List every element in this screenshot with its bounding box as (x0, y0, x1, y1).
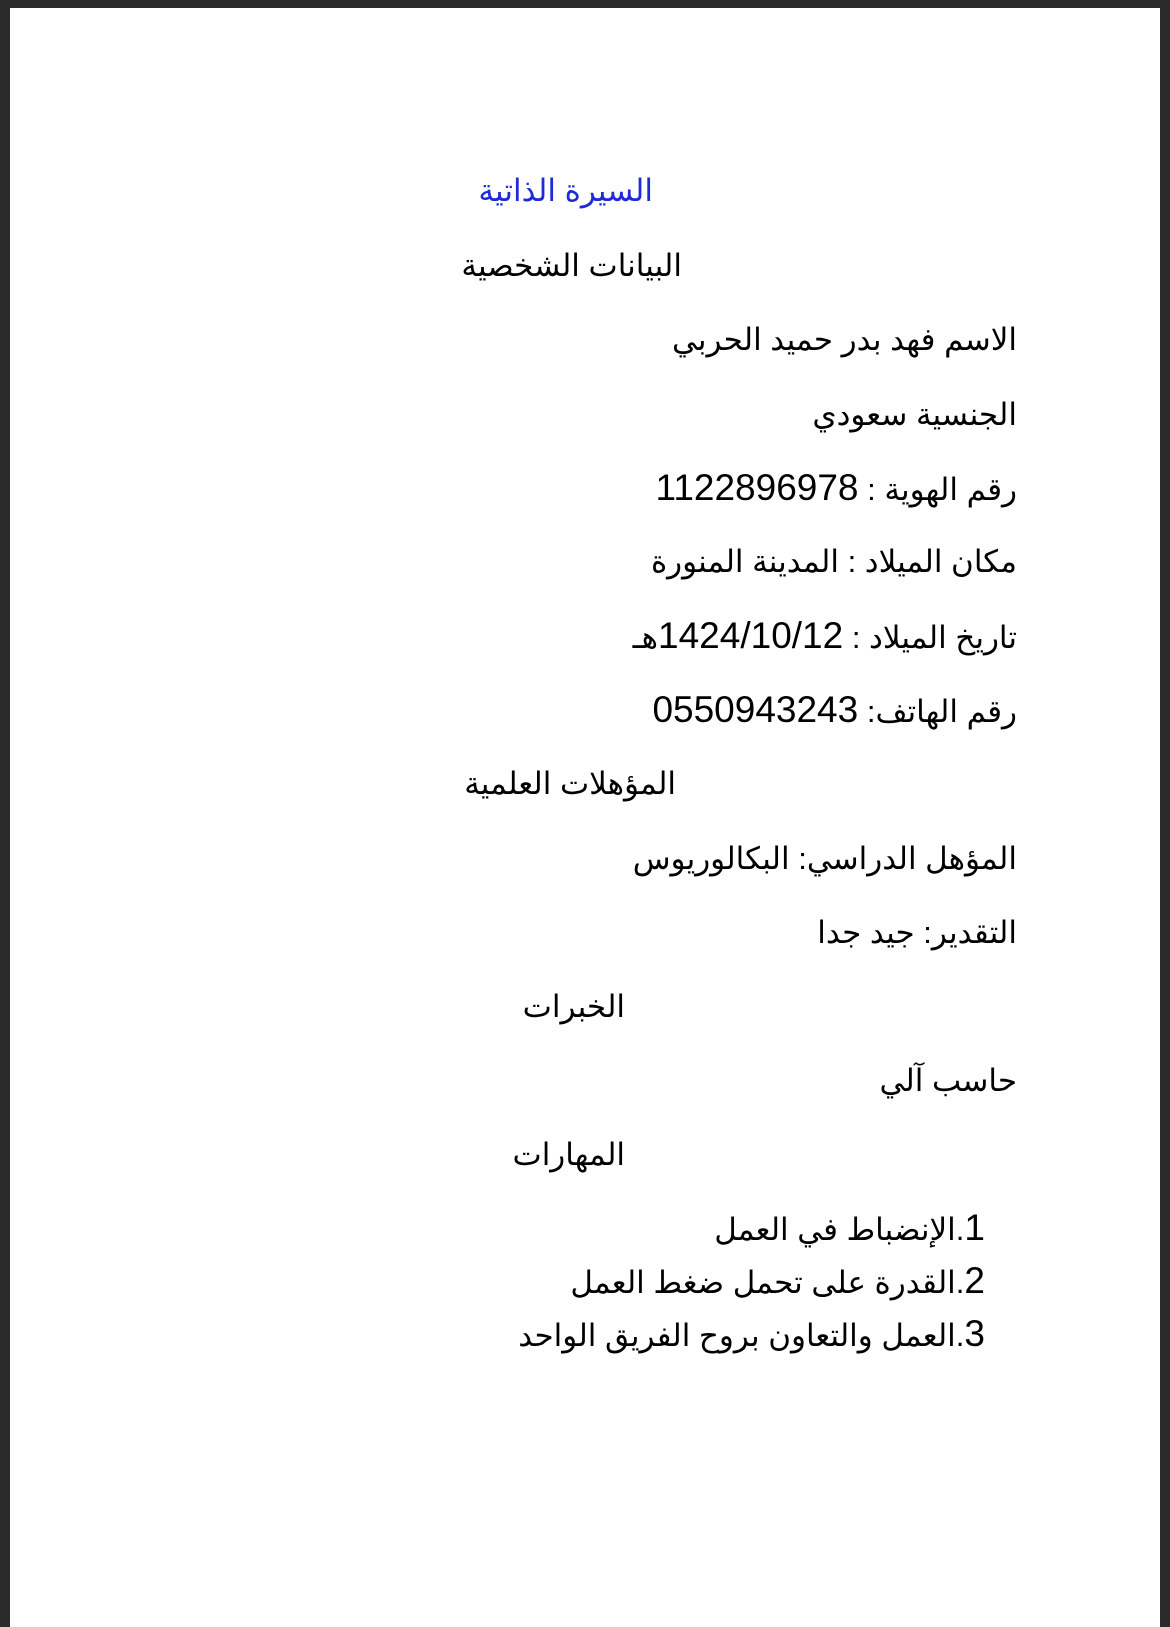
birthdate-line (633, 616, 1017, 658)
section-heading-skills: المهارات (512, 1137, 625, 1172)
birthdate-suffix: هـ (632, 620, 659, 655)
skill-item-3: 3.العمل والتعاون بروح الفريق الواحد (518, 1313, 985, 1354)
section-heading-qualifications: المؤهلات العلمية (464, 766, 676, 801)
degree-line: المؤهل الدراسي: البكالوريوس (632, 841, 1017, 876)
document-page (10, 8, 1160, 1627)
document-title: السيرة الذاتية (478, 173, 653, 208)
section-heading-experience: الخبرات (522, 989, 625, 1024)
skill-item-1: 1.الإنضباط في العمل (714, 1207, 985, 1248)
skill-number: 2 (964, 1260, 985, 1301)
experience-item: حاسب آلي (879, 1063, 1017, 1098)
name-line: الاسم فهد بدر حميد الحربي (672, 322, 1017, 357)
skill-text: القدرة على تحمل ضغط العمل (570, 1265, 956, 1300)
id-number-line (655, 468, 1017, 510)
skill-item-2: 2.القدرة على تحمل ضغط العمل (570, 1260, 985, 1301)
birthdate-label: تاريخ الميلاد : (843, 620, 1017, 655)
skill-text: العمل والتعاون بروح الفريق الواحد (518, 1318, 956, 1353)
skill-number: 1 (964, 1207, 985, 1248)
grade-line: التقدير: جيد جدا (817, 915, 1017, 950)
birthplace-line: مكان الميلاد : المدينة المنورة (650, 544, 1017, 579)
birthdate-value: 1424/10/12 (658, 615, 844, 656)
phone-line (652, 690, 1017, 732)
nationality-line: الجنسية سعودي (812, 397, 1017, 432)
phone-label: رقم الهاتف: (858, 694, 1017, 729)
skill-text: الإنضباط في العمل (714, 1212, 956, 1247)
section-heading-personal: البيانات الشخصية (461, 248, 682, 283)
id-number-label: رقم الهوية : (858, 472, 1017, 507)
id-number-value: 1122896978 (655, 467, 859, 508)
phone-value: 0550943243 (652, 689, 859, 730)
skill-number: 3 (964, 1313, 985, 1354)
